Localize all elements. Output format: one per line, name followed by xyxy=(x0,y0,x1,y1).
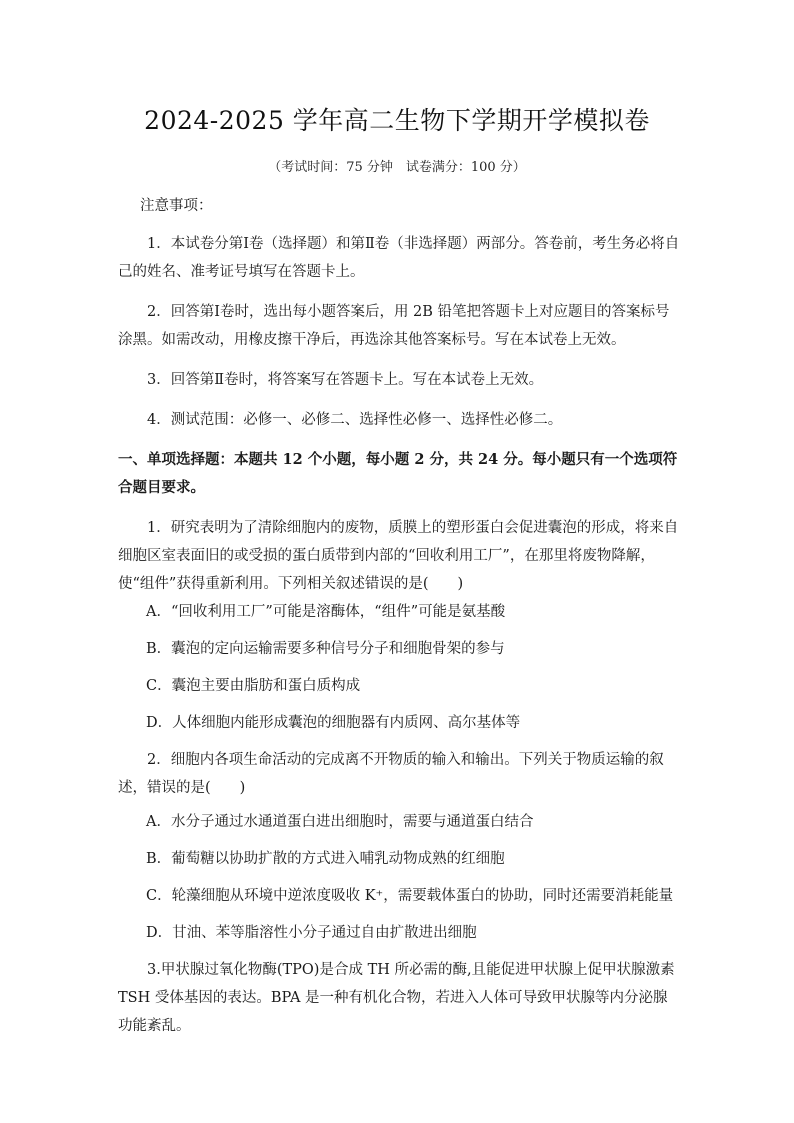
exam-info: （考试时间：75 分钟 试卷满分：100 分） xyxy=(268,160,526,175)
question-option: B．葡萄糖以协助扩散的方式进入哺乳动物成熟的红细胞 xyxy=(146,851,505,867)
question-option: D．人体细胞内能形成囊泡的细胞器有内质网、高尔基体等 xyxy=(146,715,521,731)
question-option: B．囊泡的定向运输需要多种信号分子和细胞骨架的参与 xyxy=(146,641,505,657)
question-option: D．甘油、苯等脂溶性小分子通过自由扩散进出细胞 xyxy=(146,925,477,941)
notice-item: 1．本试卷分第Ⅰ卷（选择题）和第Ⅱ卷（非选择题）两部分。答卷前，考生务必将自己的姓名、准考证号填写在答题卡上。 xyxy=(118,236,680,280)
question-stem: 2．细胞内各项生命活动的完成离不开物质的输入和输出。下列关于物质运输的叙述，错误的是( ) xyxy=(118,752,664,796)
question-stem: 3.甲状腺过氧化物酶(TPO)是合成 TH 所必需的酶,且能促进甲状腺上促甲状腺激素 TSH 受体基因的表达。BPA 是一种有机化合物，若进入人体可导致甲状腺等内分泌腺功能紊乱。 xyxy=(118,962,675,1034)
question-option: C．囊泡主要由脂肪和蛋白质构成 xyxy=(146,678,361,694)
question-stem: 1．研究表明为了清除细胞内的废物，质膜上的塑形蛋白会促进囊泡的形成，将来自细胞区室表面旧的或受损的蛋白质带到内部的“回收利用工厂”，在那里将废物降解，使“组件”获得重新利用。下列相关叙述错误的是( ) xyxy=(118,520,679,592)
section-heading: 一、单项选择题：本题共 12 个小题，每小题 2 分，共 24 分。每小题只有一个选项符合题目要求。 xyxy=(118,451,678,496)
page-title: 2024-2025 学年高二生物下学期开学模拟卷 xyxy=(144,106,650,135)
notice-item: 4．测试范围：必修一、必修二、选择性必修一、选择性必修二。 xyxy=(147,412,563,428)
notice-heading: 注意事项： xyxy=(140,198,213,214)
question-option: A．“回收利用工厂”可能是溶酶体，“组件”可能是氨基酸 xyxy=(146,604,506,620)
question-option: C．轮藻细胞从环境中逆浓度吸收 K⁺，需要载体蛋白的协助，同时还需要消耗能量 xyxy=(146,888,674,904)
notice-item: 2．回答第Ⅰ卷时，选出每小题答案后，用 2B 铅笔把答题卡上对应题目的答案标号涂黑。如需改动，用橡皮擦干净后，再选涂其他答案标号。写在本试卷上无效。 xyxy=(118,304,670,348)
question-option: A．水分子通过水通道蛋白进出细胞时，需要与通道蛋白结合 xyxy=(146,814,534,830)
notice-item: 3．回答第Ⅱ卷时，将答案写在答题卡上。写在本试卷上无效。 xyxy=(147,372,544,388)
